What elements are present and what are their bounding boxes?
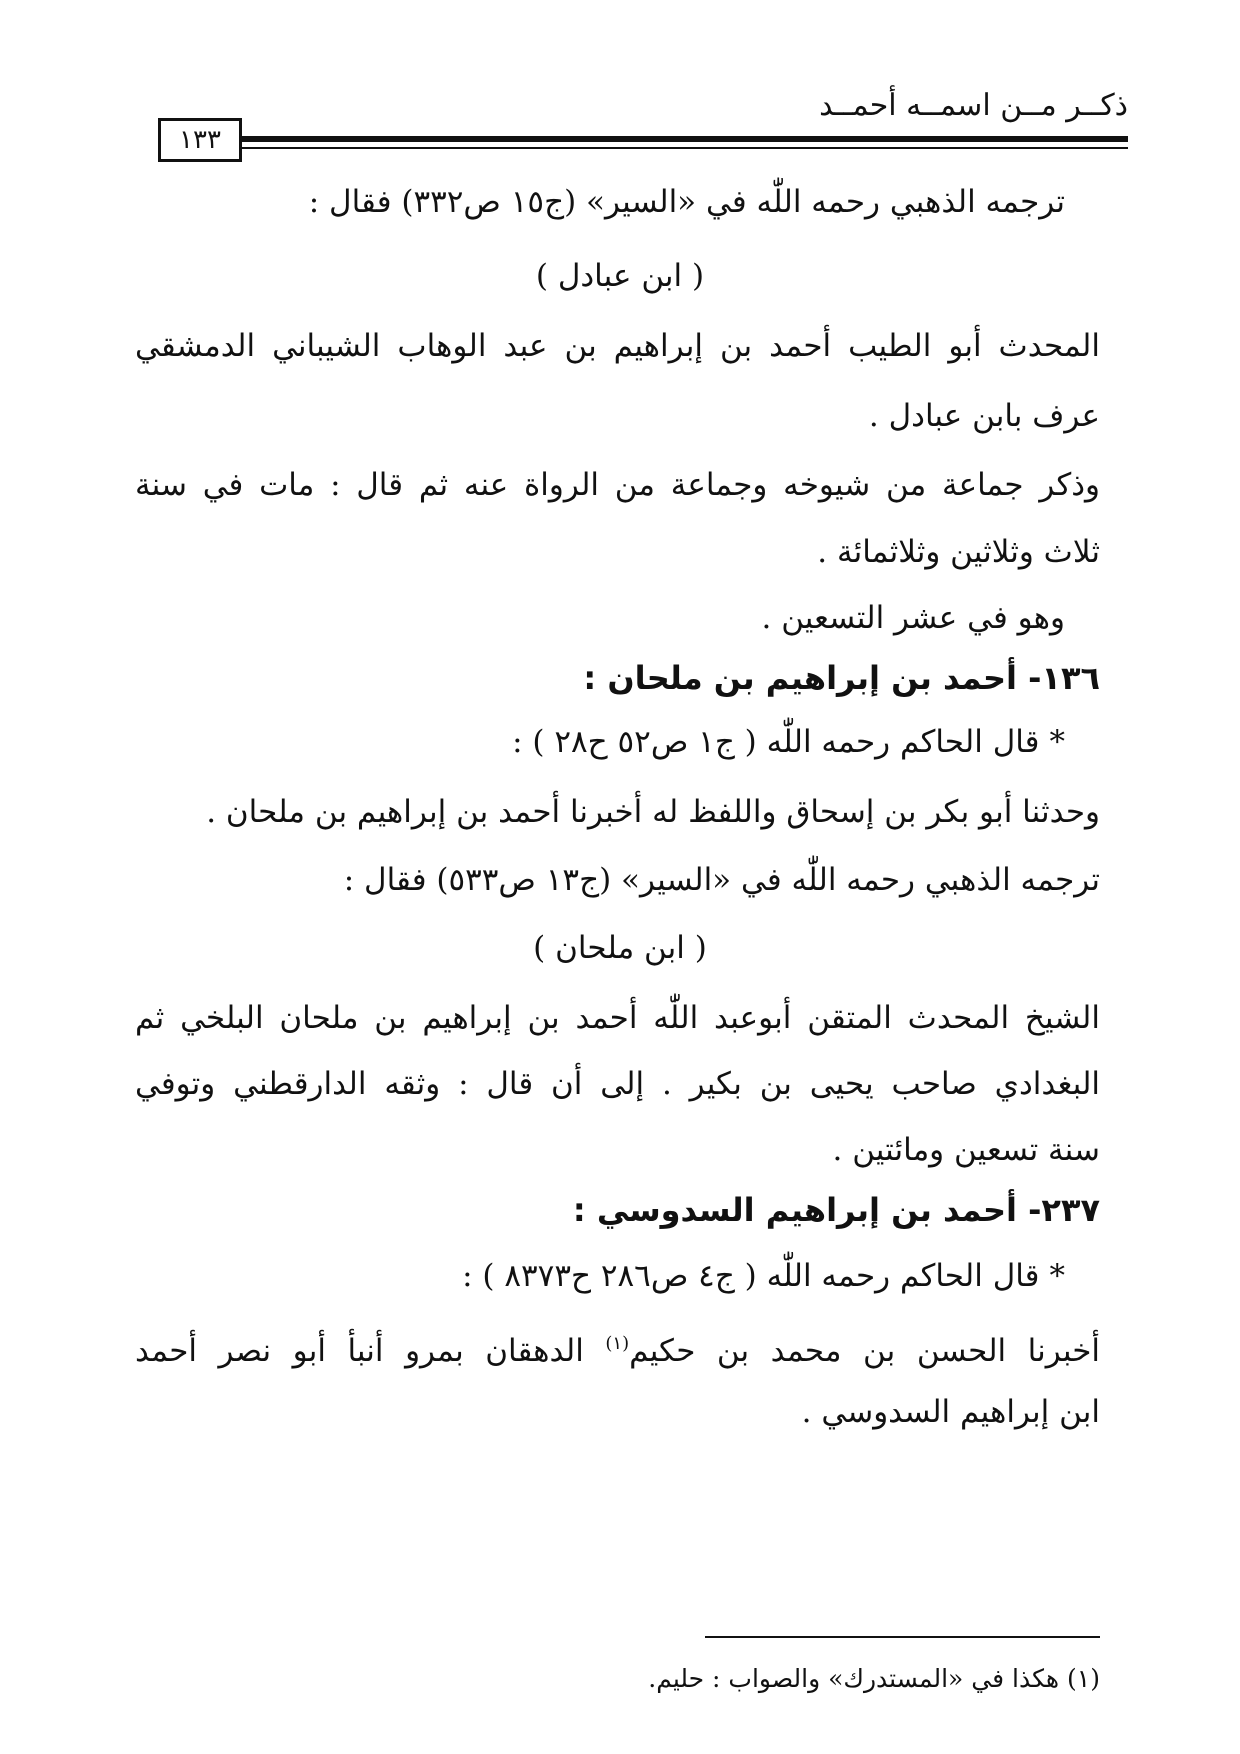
body-line-3: المحدث أبو الطيب أحمد بن إبراهيم بن عبد الوهاب الشيباني الدمشقي [135, 328, 1100, 364]
body-line-9: وحدثنا أبو بكر بن إسحاق واللفظ له أخبرنا أحمد بن إبراهيم بن ملحان . [206, 794, 1100, 830]
body-line-12: الشيخ المحدث المتقن أبوعبد اللّٰه أحمد بن إبراهيم بن ملحان البلخي ثم [135, 1000, 1100, 1036]
entry-subtitle-ibn-milhan: ( ابن ملحان ) [533, 930, 707, 966]
footnote-text: هكذا في «المستدرك» والصواب : حليم. [648, 1664, 1060, 1693]
body-line-10: ترجمه الذهبي رحمه اللّٰه في «السير» (ج١٣ ص٥٣٣) فقال : [343, 862, 1100, 898]
body-line-14: سنة تسعين ومائتين . [832, 1132, 1100, 1168]
body-line-15 [462, 1256, 1065, 1296]
header-rule-thick [236, 136, 1128, 142]
footnote-separator [705, 1636, 1100, 1638]
body-line-8 [512, 722, 1065, 762]
body-line-16b: الدهقان بمرو أنبأ أبو نصر أحمد [135, 1333, 606, 1369]
body-line-6: ثلاث وثلاثين وثلاثمائة . [817, 534, 1100, 570]
footnote-reference: (١) [605, 1333, 630, 1354]
asterisk-marker: * [1049, 1258, 1065, 1294]
body-line-4: عرف بابن عبادل . [868, 398, 1100, 434]
body-line-16a: أخبرنا الحسن بن محمد بن حكيم [629, 1333, 1100, 1369]
body-line-13: البغدادي صاحب يحيى بن بكير . إلى أن قال : وثقه الدارقطني وتوفي [135, 1066, 1100, 1102]
body-line-16 [135, 1324, 1100, 1371]
footnote-marker: (١) [1067, 1664, 1100, 1693]
header-rule-thin [236, 147, 1128, 149]
body-line-15-text: قال الحاكم رحمه اللّٰه ( ج٤ ص٢٨٦ ح٨٣٧٣ ) : [462, 1258, 1040, 1294]
body-line-8-text: قال الحاكم رحمه اللّٰه ( ج١ ص٥٢ ح٢٨ ) : [512, 724, 1040, 760]
body-line-1: ترجمه الذهبي رحمه اللّٰه في «السير» (ج١٥ ص٣٣٢) فقال : [308, 184, 1065, 220]
entry-heading-136: ١٣٦- أحمد بن إبراهيم بن ملحان : [583, 659, 1100, 697]
running-title: ذكــر مــن اسمــه أحمــد [819, 88, 1128, 123]
body-line-17: ابن إبراهيم السدوسي . [801, 1394, 1100, 1430]
entry-heading-237: ٢٣٧- أحمد بن إبراهيم السدوسي : [572, 1191, 1100, 1229]
asterisk-marker: * [1049, 724, 1065, 760]
footnote [648, 1662, 1100, 1696]
page-number: ١٣٣ [158, 118, 242, 162]
entry-subtitle-ibn-abadil: ( ابن عبادل ) [535, 258, 705, 294]
body-line-5: وذكر جماعة من شيوخه وجماعة من الرواة عنه ثم قال : مات في سنة [135, 467, 1100, 503]
body-line-7: وهو في عشر التسعين . [761, 600, 1065, 636]
